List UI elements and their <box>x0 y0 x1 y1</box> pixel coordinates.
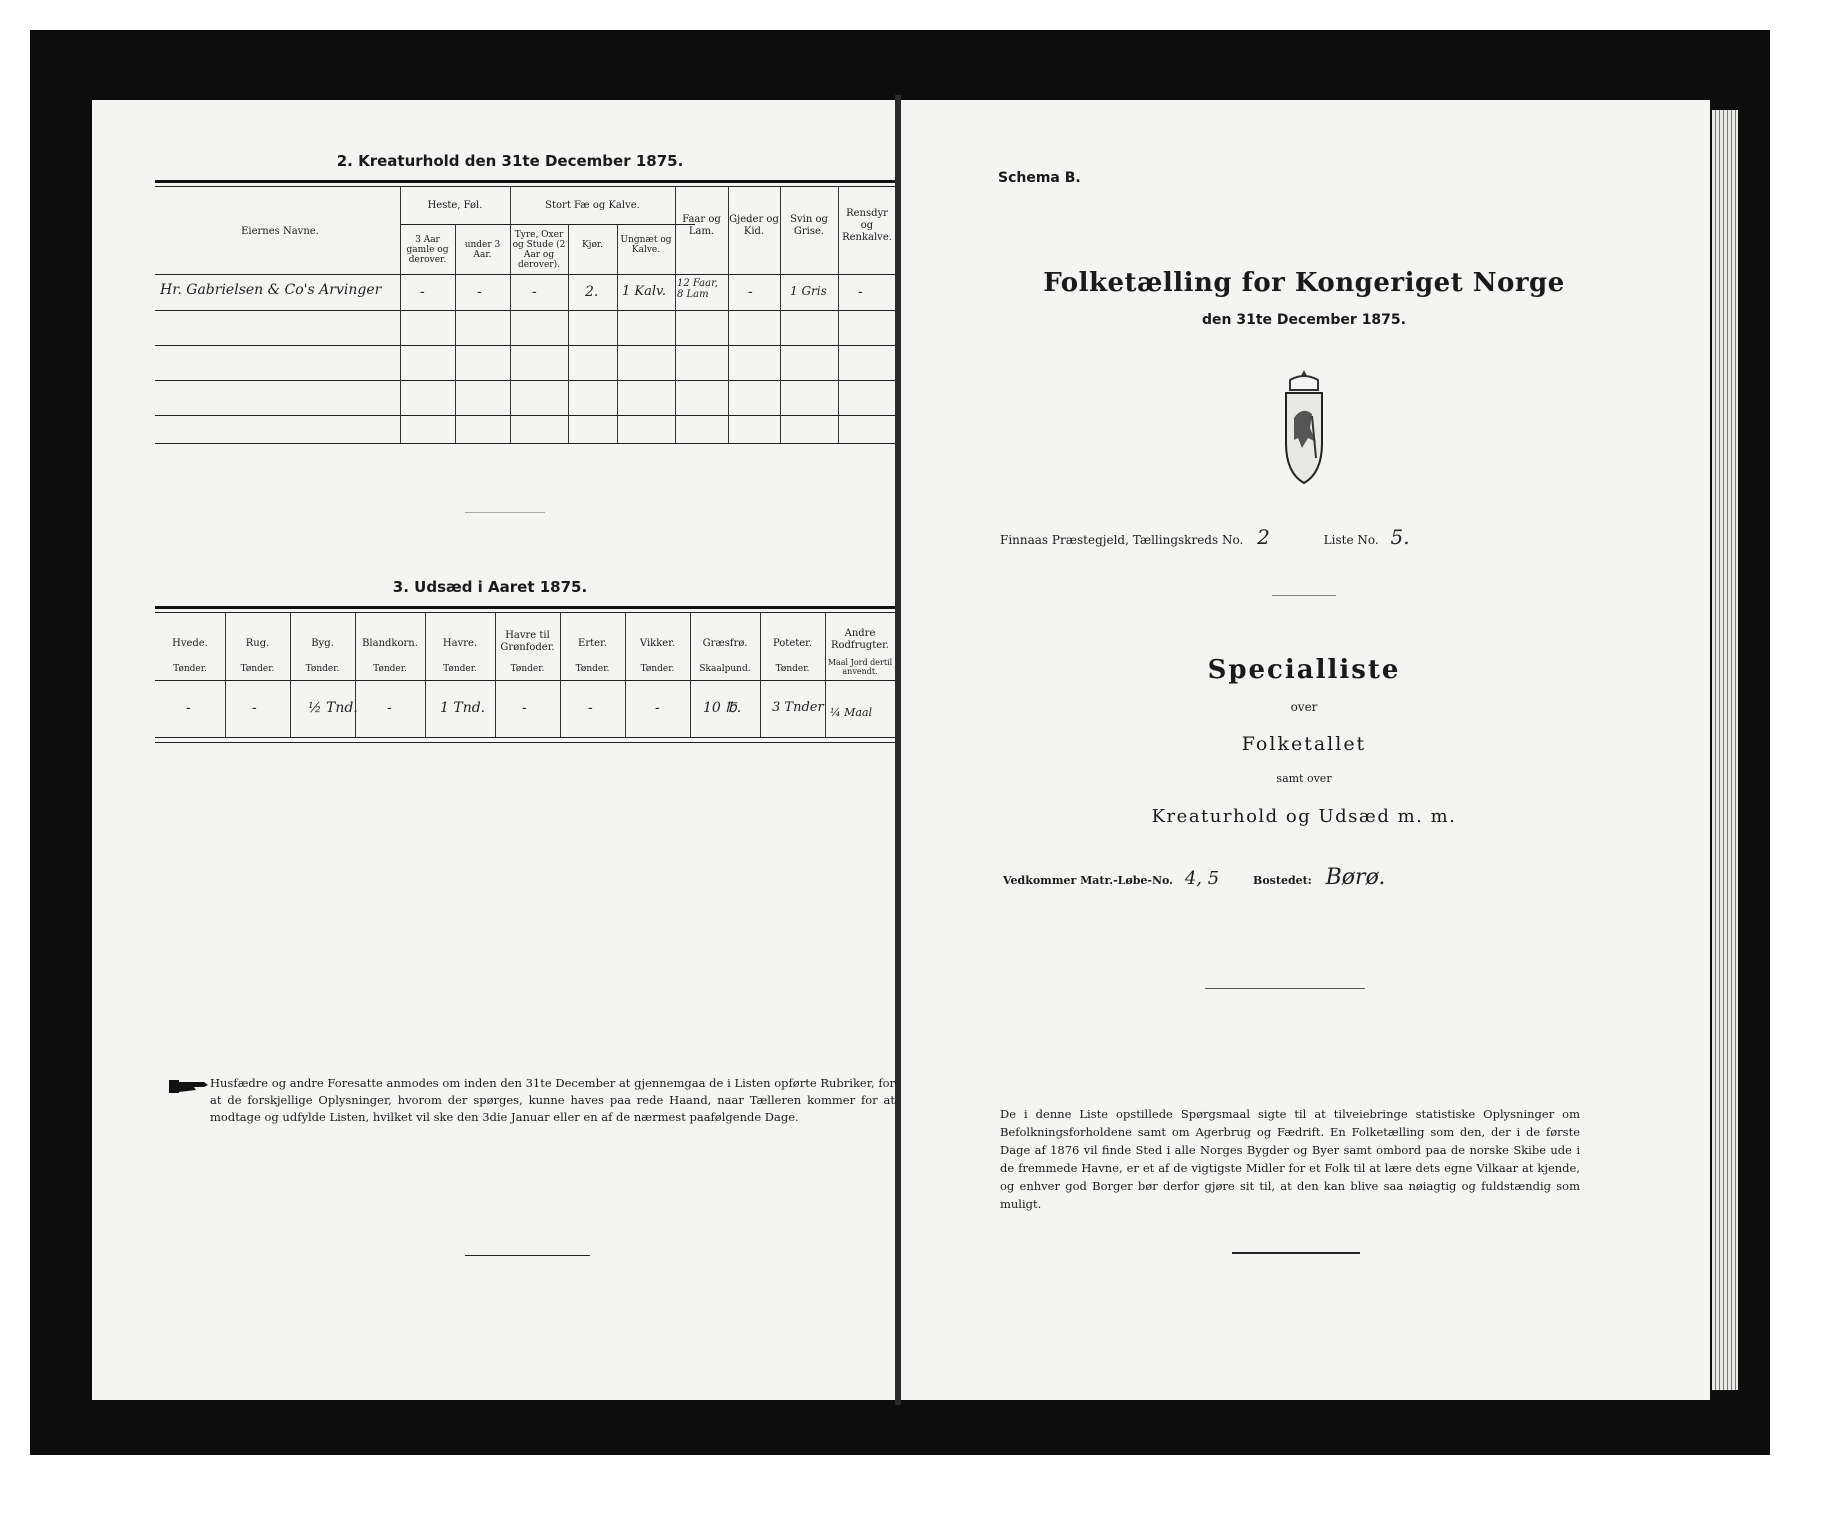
hvede-value: - <box>186 700 191 716</box>
rug-header: Rug. <box>245 638 270 649</box>
heste-a-value: - <box>420 284 425 300</box>
gronfoder-unit: Tønder. <box>510 664 545 674</box>
blandkorn-value: - <box>387 700 392 716</box>
byg-unit: Tønder. <box>305 664 340 674</box>
liste-label: Liste No. <box>1323 533 1379 547</box>
erter-value: - <box>588 700 593 716</box>
vikker-header: Vikker. <box>639 638 676 649</box>
main-title: Folketælling for Kongeriget Norge <box>1043 268 1565 298</box>
samt-over-label: samt over <box>1276 772 1332 785</box>
blandkorn-header: Blandkorn. <box>362 638 418 649</box>
separator-right <box>1205 988 1365 989</box>
rug-unit: Tønder. <box>240 664 275 674</box>
header-rensdyr: Rensdyr og Renkalve. <box>842 208 892 243</box>
poteter-value: 3 Tnder <box>772 700 824 715</box>
specialliste-title: Specialliste <box>1207 655 1401 685</box>
byg-header: Byg. <box>311 638 334 649</box>
erter-unit: Tønder. <box>575 664 610 674</box>
schema-label: Schema B. <box>998 170 1081 186</box>
svin-value: 1 Gris <box>790 284 827 298</box>
bosted-value: Børø. <box>1325 865 1386 890</box>
kreds-no: 2 <box>1257 525 1270 549</box>
rodfrugter-header: Andre Rodfrugter. <box>830 628 890 651</box>
divider-right <box>1272 595 1336 596</box>
gronfoder-value: - <box>522 700 527 716</box>
poteter-unit: Tønder. <box>775 664 810 674</box>
gjeder-value: - <box>748 284 753 300</box>
fae-c-value: 1 Kalv. <box>622 284 666 299</box>
notice-text: Husfædre og andre Foresatte anmodes om inden den 31te December at gjennemgaa de i Listen opførte Rubriker, for at de forskjellige Oplysninger, hvorom der spørges, kunne haves paa rede Haand, naar Tælleren kommer for at modtage og udfylde Listen, hvilket vil ske den 3die Januar eller en af de nærmest paafølgende Dage. <box>210 1076 895 1124</box>
header-heste-a: 3 Aar gamle og derover. <box>406 235 449 265</box>
header-fae-b: Kjør. <box>581 240 604 250</box>
kreds-label: Præstegjeld, Tællingskreds No. <box>1051 533 1244 547</box>
poteter-header: Poteter. <box>772 638 813 649</box>
header-fae: Stort Fæ og Kalve. <box>545 200 640 211</box>
hvede-unit: Tønder. <box>173 664 207 674</box>
census-date: den 31te December 1875. <box>1202 312 1406 328</box>
graesfro-value: 10 ℔. <box>703 700 742 716</box>
havre-unit: Tønder. <box>443 664 477 674</box>
kreds-line <box>1000 525 1410 549</box>
faar-value: 12 Faar, 8 Lam <box>677 278 718 300</box>
header-svin: Svin og Grise. <box>790 214 828 237</box>
explanation-text: De i denne Liste opstillede Spørgsmaal sigte til at tilveiebringe statistiske Oplysninger om Befolkningsforholdene samt om Agerbrug og Fædrift. En Folketælling som den, der i de første Dage af 1876 vil finde Sted i alle Norges Bygder og Byer samt ombord paa de norske Skibe ude i de fremmede Havne, er et af de vigtigste Midler for et Folk til at lære dets egne Vilkaar at kjende, og enhver god Borger bør derfor gjøre sit til, at den kan blive saa nøiagtig og fuldstændig som muligt. <box>1000 1107 1580 1211</box>
havre-header: Havre. <box>442 638 478 649</box>
matrikkel-line <box>1003 865 1385 890</box>
fae-b-value: 2. <box>585 284 599 300</box>
bottom-rule-left <box>465 1255 590 1256</box>
vikker-value: - <box>655 700 660 716</box>
liste-no: 5. <box>1390 525 1410 549</box>
lobe-no: 4, 5 <box>1184 868 1220 889</box>
header-fae-a: Tyre, Oxer og Stude (2 Aar og derover). <box>512 230 566 270</box>
over-label: over <box>1290 700 1318 714</box>
header-heste-b: under 3 Aar. <box>464 240 501 260</box>
gronfoder-header: Havre til Grønfoder. <box>500 630 555 653</box>
fae-a-value: - <box>532 284 537 300</box>
heste-b-value: - <box>477 284 482 300</box>
lobe-label: Vedkommer Matr.-Løbe-No. <box>1003 874 1173 887</box>
havre-value: 1 Tnd. <box>440 700 486 716</box>
header-gjeder: Gjeder og Kid. <box>729 214 779 237</box>
prestegjeld-name: Finnaas <box>1000 533 1049 547</box>
blandkorn-unit: Tønder. <box>373 664 407 674</box>
rodfrugter-unit: Maal Jord dertil anvendt. <box>827 658 893 676</box>
folketallet-label: Folketallet <box>1241 733 1367 755</box>
section3-title: 3. Udsæd i Aaret 1875. <box>392 578 588 596</box>
rug-value: - <box>252 700 257 716</box>
rodfrugter-value: ¼ Maal <box>830 706 873 719</box>
graesfro-header: Græsfrø. <box>702 638 748 649</box>
header-faar: Faar og Lam. <box>682 214 721 237</box>
header-heste: Heste, Føl. <box>427 200 483 211</box>
kreaturhold-label: Kreaturhold og Udsæd m. m. <box>1151 806 1457 827</box>
pointing-hand-icon <box>168 1077 210 1095</box>
bosted-label: Bostedet: <box>1253 874 1312 887</box>
bottom-rule-right <box>1232 1252 1360 1254</box>
owner-value: Hr. Gabrielsen & Co's Arvinger <box>160 282 382 298</box>
byg-value: ½ Tnd. <box>308 700 358 716</box>
rensdyr-value: - <box>858 284 863 300</box>
section2-title: 2. Kreaturhold den 31te December 1875. <box>336 152 684 170</box>
graesfro-unit: Skaalpund. <box>699 664 751 674</box>
divider <box>465 512 545 513</box>
hvede-header: Hvede. <box>172 638 208 649</box>
vikker-unit: Tønder. <box>640 664 675 674</box>
page-edges <box>1712 110 1738 1390</box>
header-owner: Eiernes Navne. <box>241 226 319 237</box>
coat-of-arms-icon <box>1272 368 1336 488</box>
header-fae-c: Ungnæt og Kalve. <box>620 235 672 255</box>
erter-header: Erter. <box>578 638 607 649</box>
